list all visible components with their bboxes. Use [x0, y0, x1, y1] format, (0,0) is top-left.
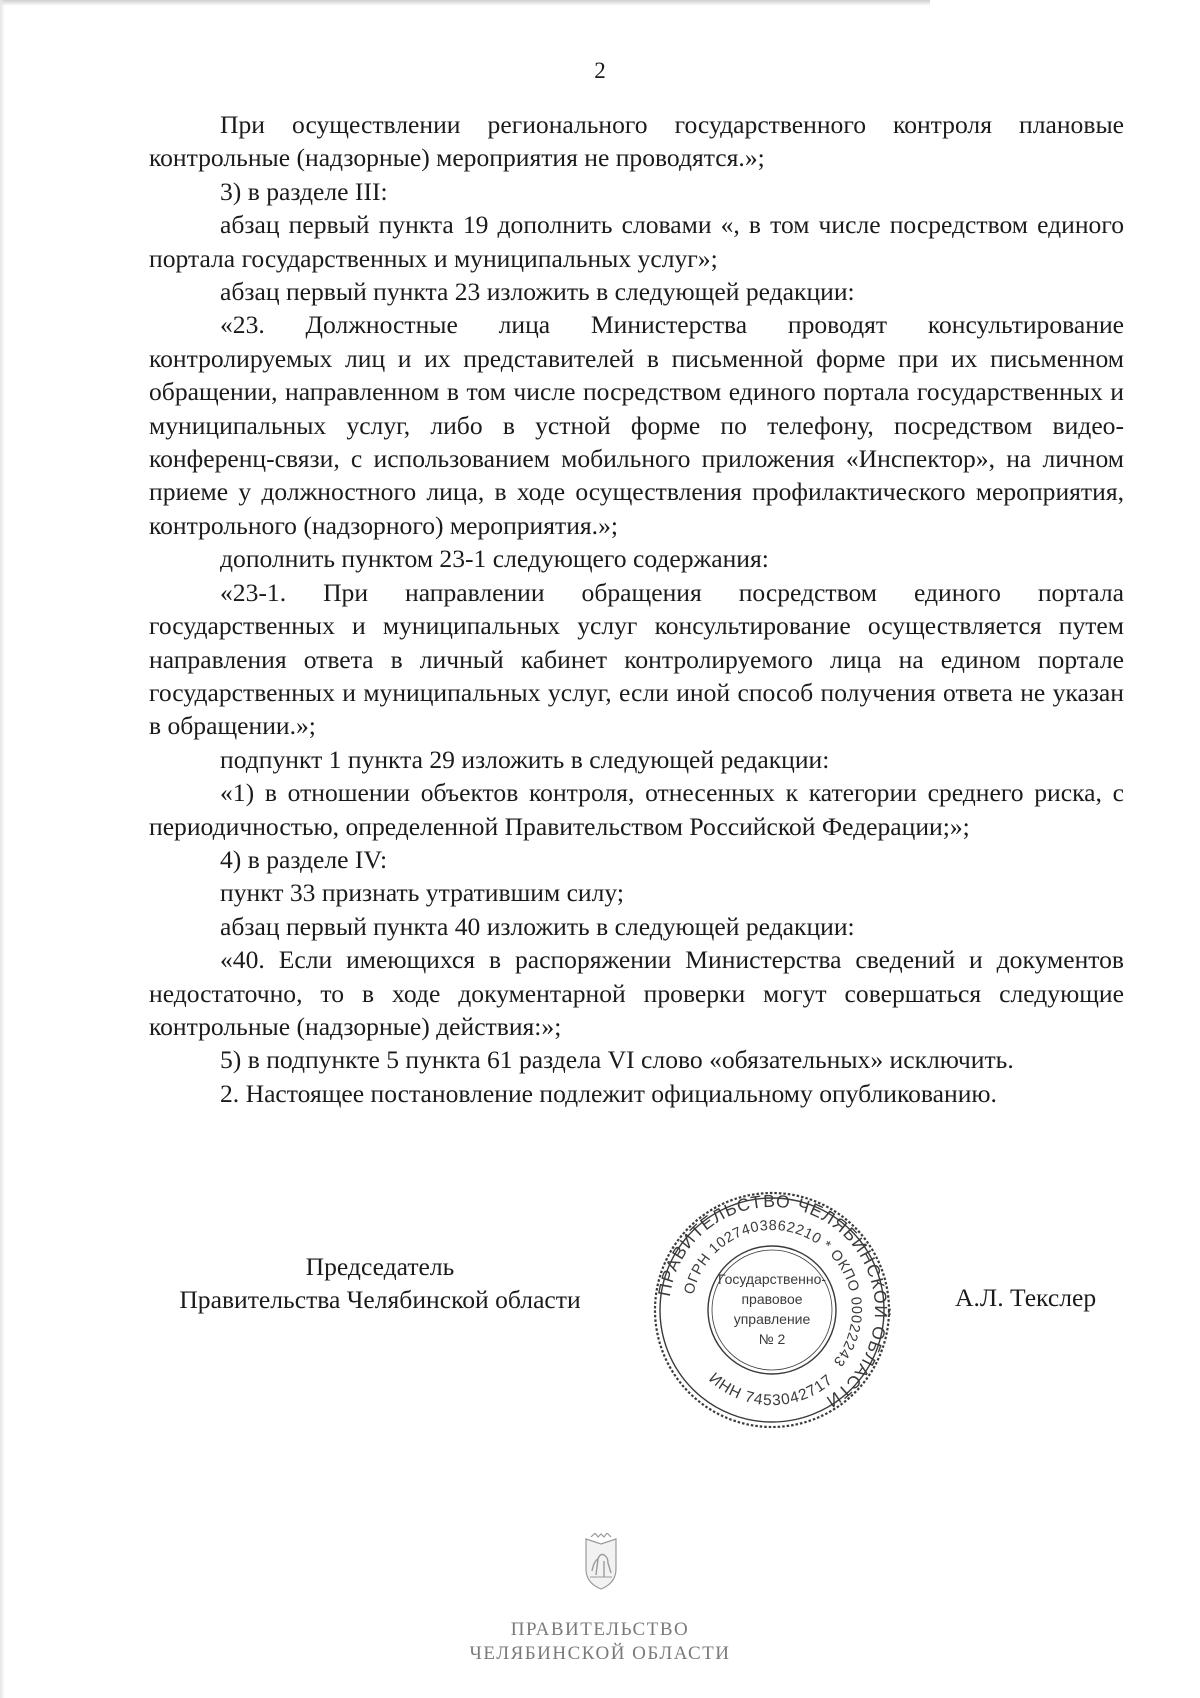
chelyabinsk-coat-of-arms-icon [578, 1533, 624, 1591]
footer-line-2: ЧЕЛЯБИНСКОЙ ОБЛАСТИ [469, 1643, 731, 1664]
seal-center-line: Государственно- [717, 1271, 827, 1287]
signer-title [140, 1250, 620, 1317]
scan-left-edge [0, 0, 5, 1698]
signature-block [0, 1190, 1200, 1430]
seal-center-line: № 2 [758, 1331, 786, 1347]
paragraph: «23-1. При направлении обращения посредством единого портала государственных и муниципальных услуг консультирование осуществляется путем направления ответа в личный кабинет контролируемого лица на едином портале государственных и муниципальных услуг, если иной способ получения ответа не указан в обращении.»; [149, 577, 1124, 741]
paragraph: При осуществлении регионального государственного контроля плановые контрольные (надзорные) мероприятия не проводятся.»; [149, 110, 1124, 173]
paragraph: «40. Если имеющихся в распоряжении Министерства сведений и документов недостаточно, то в ходе документарной проверки могут совершаться следующие контрольные (надзорные) действия:»; [149, 945, 1124, 1041]
document-body [149, 108, 1124, 1110]
paragraph: 3) в разделе III: [220, 176, 388, 206]
signer-title-line: Председатель [305, 1252, 455, 1281]
seal-center-line: управление [733, 1311, 811, 1327]
paragraph: «1) в отношении объектов контроля, отнесенных к категории среднего риска, с периодичностью, определенной Правительством Российской Федерации;»; [149, 778, 1124, 841]
scan-top-edge [0, 0, 930, 6]
paragraph: дополнить пунктом 23-1 следующего содержания: [220, 544, 769, 574]
paragraph: абзац первый пункта 23 изложить в следующей редакции: [220, 277, 855, 307]
paragraph: 2. Настоящее постановление подлежит официальному опубликованию. [220, 1078, 997, 1108]
paragraph: пункт 33 признать утратившим силу; [220, 878, 624, 908]
footer-line-1: ПРАВИТЕЛЬСТВО [510, 1619, 690, 1640]
page-number: 2 [594, 58, 606, 83]
seal-middle-text: ОГРН 1027403862210 * ОКПО 00022243 [681, 1217, 865, 1370]
paragraph: абзац первый пункта 40 изложить в следующей редакции: [220, 911, 855, 941]
paragraph: «23. Должностные лица Министерства проводят консультирование контролируемых лиц и их представителей в письменной форме при их письменном обращении, направленном в том числе посредством единого портала государственных и муниципальных услуг, либо в устной форме по телефону, посредством видео-конференц-связи, с использованием мобильного приложения «Инспектор», на личном приеме у должностного лица, в ходе осуществления профилактического мероприятия, контрольного (надзорного) мероприятия.»; [149, 310, 1124, 540]
footer-logo [0, 1533, 1200, 1678]
seal-outer-text: ПРАВИТЕЛЬСТВО ЧЕЛЯБИНСКОЙ ОБЛАСТИ [653, 1190, 892, 1413]
paragraph: 5) в подпункте 5 пункта 61 раздела VI слово «обязательных» исключить. [220, 1045, 1014, 1075]
seal-bottom-text: ИНН 7453042717 [705, 1369, 837, 1410]
svg-text:ИНН 7453042717 [706, 1370, 837, 1410]
paragraph: абзац первый пункта 19 дополнить словами «, в том числе посредством единого портала государственных и муниципальных услуг»; [149, 210, 1124, 273]
official-seal-icon [652, 1190, 892, 1430]
signer-title-line: Правительства Челябинской области [179, 1285, 581, 1315]
seal-center-line: правовое [741, 1291, 803, 1307]
signer-name: А.Л. Текслер [955, 1283, 1097, 1312]
paragraph: подпункт 1 пункта 29 изложить в следующей редакции: [220, 744, 830, 774]
paragraph: 4) в разделе IV: [220, 844, 388, 874]
